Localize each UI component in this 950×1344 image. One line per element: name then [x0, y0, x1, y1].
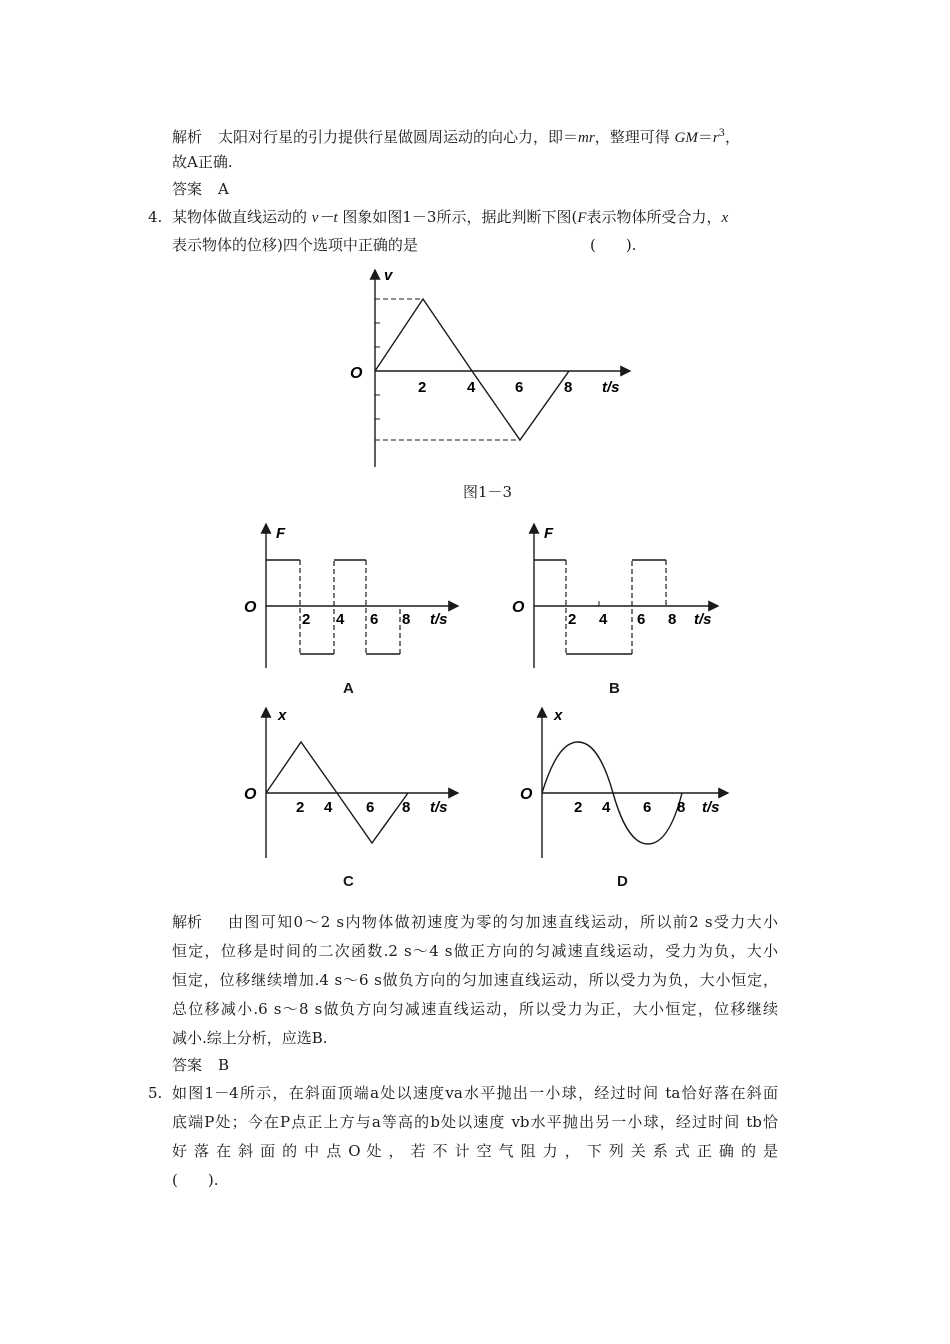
q4-analysis-line2: 恒定，位移是时间的二次函数.2 s～4 s做正方向的匀减速直线运动，受力为负，大小	[172, 942, 778, 960]
q4-analysis-line3: 恒定，位移继续增加.4 s～6 s做负方向的匀加速直线运动，所以受力为负，大小恒定，	[172, 971, 778, 989]
origin-label-a: O	[244, 599, 257, 616]
tick-2-b: 2	[568, 611, 577, 628]
f-dashed-b	[566, 560, 666, 654]
tick-2: 2	[418, 379, 427, 396]
tick-8-b: 8	[668, 611, 677, 628]
t-axis-label-d: t/s	[702, 799, 720, 816]
q3-analysis-line2: 故A正确.	[172, 153, 233, 171]
tick-8-d: 8	[677, 799, 686, 816]
option-a-caption: A	[343, 680, 354, 697]
tick-2-a: 2	[302, 611, 311, 628]
q4-stem-line2: 表示物体的位移)四个选项中正确的是	[172, 236, 418, 254]
origin-label-c: O	[244, 786, 257, 803]
x-axis-label-c: x	[278, 707, 287, 724]
tick-6-c: 6	[366, 799, 375, 816]
origin-label: O	[350, 365, 363, 382]
tick-4-d: 4	[602, 799, 611, 816]
f-dashed-a	[300, 560, 400, 654]
tick-8-c: 8	[402, 799, 411, 816]
q4-analysis-line4: 总位移减小.6 s～8 s做负方向匀减速直线运动，所以受力为正，大小恒定，位移继续	[172, 1000, 778, 1018]
option-c-caption: C	[343, 873, 354, 890]
f-line-a	[266, 560, 400, 654]
t-axis-label: t/s	[602, 379, 620, 396]
vt-line	[375, 299, 569, 440]
tick-2-d: 2	[574, 799, 583, 816]
option-b-caption: B	[609, 680, 620, 697]
tick-6-b: 6	[637, 611, 646, 628]
origin-label-d: O	[520, 786, 533, 803]
q5-stem-line2: 底端P处；今在P点正上方与a等高的b处以速度 vb水平抛出另一小球，经过时间 tb恰	[172, 1113, 778, 1131]
figure-caption-1-3: 图1－3	[463, 483, 513, 501]
tick-2-c: 2	[296, 799, 305, 816]
q3-analysis-line1: 解析 太阳对行星的引力提供行星做圆周运动的向心力，即＝mr，整理可得 $GM=r^3$，	[172, 128, 741, 146]
tick-6: 6	[515, 379, 524, 396]
option-d-graph	[516, 704, 736, 860]
q4-analysis-line1: 由图可知0～2 s内物体做初速度为零的匀加速直线运动，所以前2 s受力大小	[228, 913, 778, 931]
tick-4-c: 4	[324, 799, 333, 816]
f-axis-label-a: F	[276, 525, 286, 542]
q3-answer: 答案 A	[172, 180, 229, 198]
tick-6-d: 6	[643, 799, 652, 816]
x-axis-label-d: x	[554, 707, 563, 724]
q4-analysis-label: 解析	[172, 913, 203, 931]
tick-8-a: 8	[402, 611, 411, 628]
t-axis-label-c: t/s	[430, 799, 448, 816]
option-b-graph	[508, 520, 728, 670]
q5-stem-line1: 如图1－4所示，在斜面顶端a处以速度va水平抛出一小球，经过时间 ta恰好落在斜面	[172, 1084, 778, 1102]
tick-6-a: 6	[370, 611, 379, 628]
option-d-caption: D	[617, 873, 628, 890]
tick-4-a: 4	[336, 611, 345, 628]
q5-number: 5.	[148, 1084, 163, 1102]
q5-stem-line3: 好 落 在 斜 面 的 中 点 O 处 ， 若 不 计 空 气 阻 力 ， 下 列 关 系 式 正 确 的 是	[172, 1142, 778, 1160]
q4-number: 4.	[148, 208, 163, 226]
q4-answer: 答案 B	[172, 1056, 230, 1074]
q4-analysis-line5: 减小.综上分析，应选B.	[172, 1029, 328, 1047]
tick-8: 8	[564, 379, 573, 396]
t-axis-label-a: t/s	[430, 611, 448, 628]
tick-4-b: 4	[599, 611, 608, 628]
q4-answer-paren: ( ).	[590, 236, 637, 254]
f-line-b	[534, 560, 666, 654]
origin-label-b: O	[512, 599, 525, 616]
vt-graph	[340, 262, 640, 474]
option-c-graph	[240, 704, 460, 860]
v-axis-label: v	[384, 267, 393, 284]
tick-4: 4	[467, 379, 476, 396]
f-axis-label-b: F	[544, 525, 554, 542]
q4-stem-line1: 某物体做直线运动的 v－t 图象如图1－3所示，据此判断下图(F表示物体所受合力，x	[172, 208, 729, 226]
q5-stem-line4: ( ).	[172, 1171, 219, 1189]
t-axis-label-b: t/s	[694, 611, 712, 628]
option-a-graph	[240, 520, 460, 670]
